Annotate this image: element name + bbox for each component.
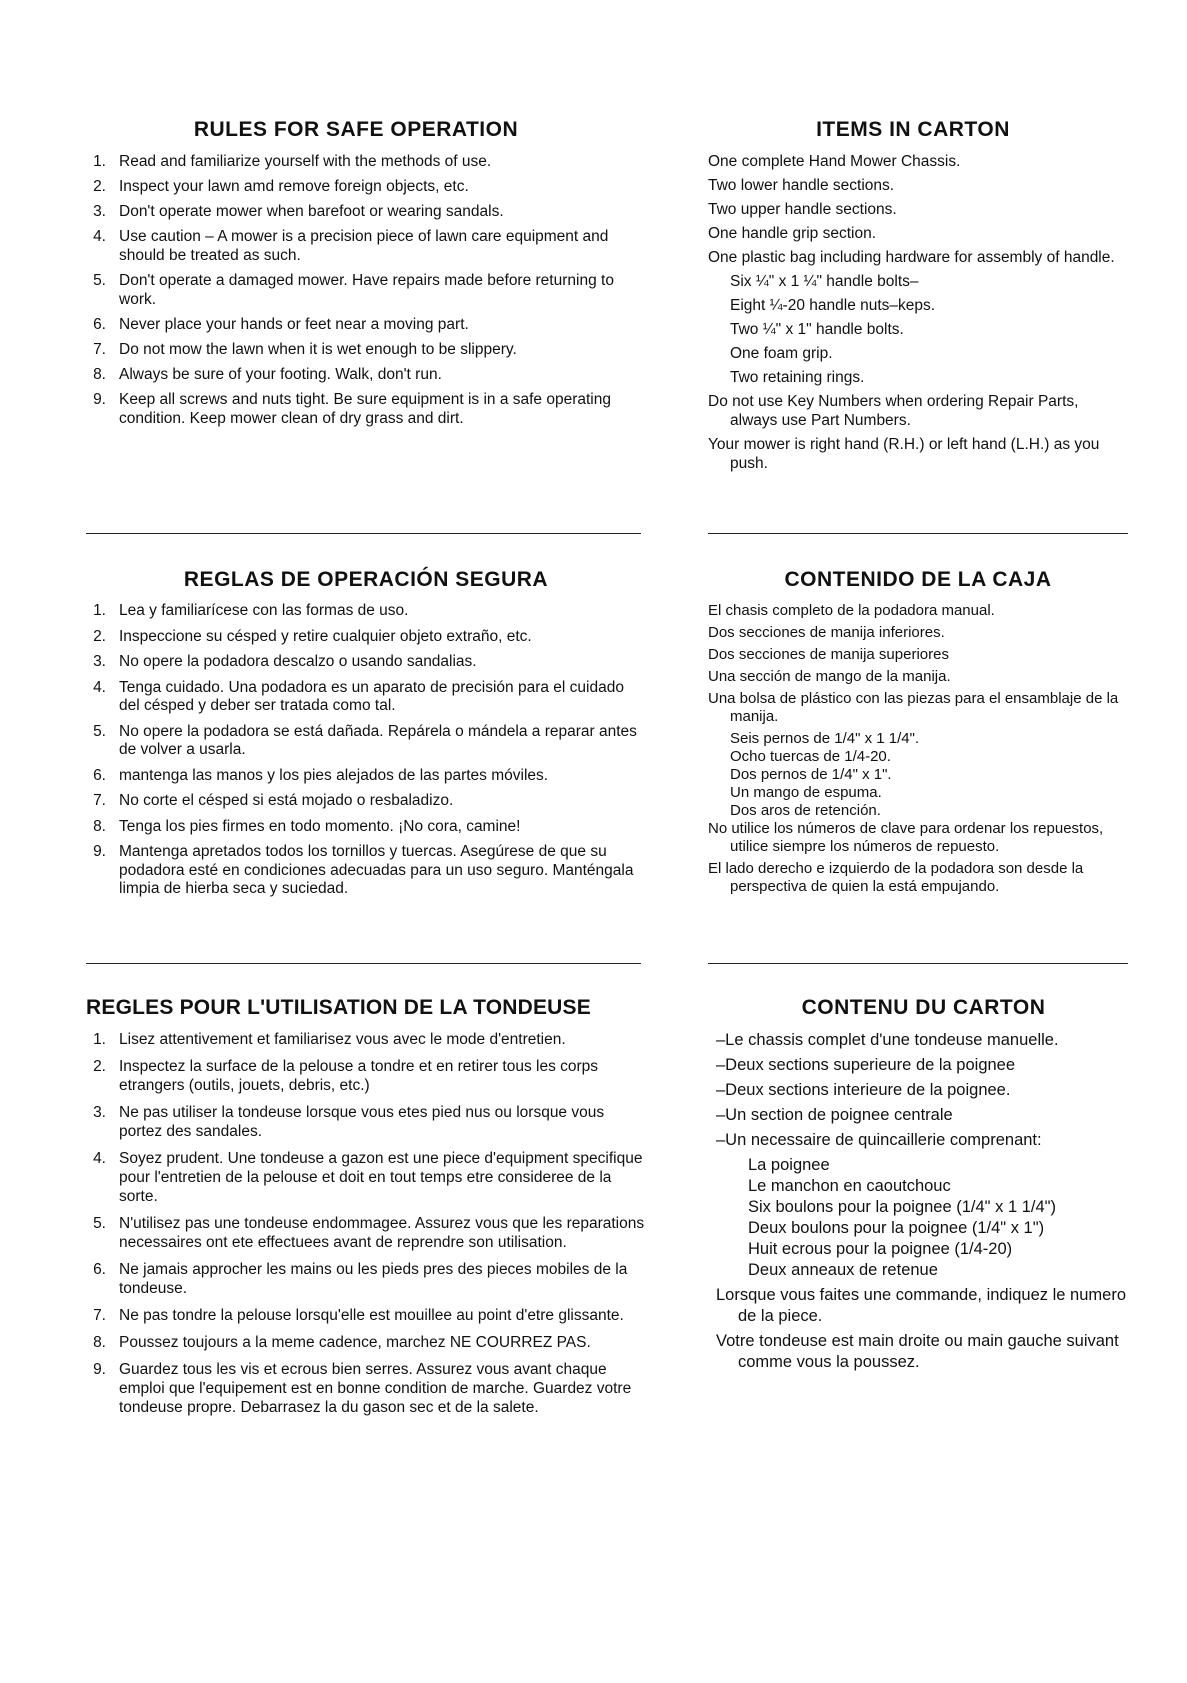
list-item: –Le chassis complet d'une tondeuse manuelle. <box>716 1031 1059 1049</box>
hardware-item: Huit ecrous pour la poignee (1/4-20) <box>748 1240 1013 1258</box>
en-items-section <box>708 118 1118 478</box>
list-item: Two upper handle sections. <box>708 201 897 218</box>
fr-rules-title: REGLES POUR L'UTILISATION DE LA TONDEUSE <box>86 996 591 1019</box>
hardware-item: La poignee <box>748 1156 830 1174</box>
hardware-item: Six boulons pour la poignee (1/4" x 1 1/4") <box>748 1198 1056 1216</box>
list-item: 7. Do not mow the lawn when it is wet enough to be slippery. <box>93 341 517 358</box>
list-item: 4. Use caution – A mower is a precision piece of lawn care equipment and should be treated as such. <box>93 228 609 264</box>
en-rules-list <box>86 152 626 428</box>
list-item: Dos secciones de manija superiores <box>708 646 949 663</box>
list-item: One handle grip section. <box>708 225 877 242</box>
list-item: 2. Inspeccione su césped y retire cualquier objeto extraño, etc. <box>93 627 532 645</box>
list-item: 2. Inspect your lawn amd remove foreign objects, etc. <box>93 178 469 195</box>
es-rules-section <box>86 568 646 906</box>
hardware-item: Eight ¼-20 handle nuts–keps. <box>730 297 936 314</box>
en-rules-title: RULES FOR SAFE OPERATION <box>193 118 519 141</box>
list-item: 8. Poussez toujours a la meme cadence, marchez NE COURREZ PAS. <box>93 1334 591 1351</box>
list-item: El chasis completo de la podadora manual. <box>708 602 995 619</box>
list-item: 8. Always be sure of your footing. Walk, don't run. <box>93 366 442 383</box>
list-item: 5. No opere la podadora se está dañada. Repárela o mándela a reparar antes de volver a usarla. <box>93 722 637 758</box>
hardware-item: Le manchon en caoutchouc <box>748 1177 951 1195</box>
list-item: –Deux sections superieure de la poignee <box>716 1056 1016 1074</box>
list-item: 7. Ne pas tondre la pelouse lorsqu'elle est mouillee au point d'etre glissante. <box>93 1307 624 1324</box>
list-item: 6. mantenga las manos y los pies alejados de las partes móviles. <box>93 766 549 784</box>
note: El lado derecho e izquierdo de la podadora son desde la perspectiva de quien la está empujando. <box>708 860 1084 895</box>
list-item: Una sección de mango de la manija. <box>708 668 951 685</box>
list-item: 4. Soyez prudent. Une tondeuse a gazon est une piece d'equipment specifique pour l'entretien de la pelouse et doit en tout temps etre consideree de la sorte. <box>93 1150 643 1205</box>
note: Do not use Key Numbers when ordering Repair Parts, always use Part Numbers. <box>708 393 1079 429</box>
hardware-item: Two ¼" x 1" handle bolts. <box>730 321 904 338</box>
list-item: Una bolsa de plástico con las piezas para el ensamblaje de la manija. <box>708 690 1119 725</box>
fr-rules-list <box>86 1030 651 1417</box>
fr-rules-section <box>86 996 651 1425</box>
es-items-title: CONTENIDO DE LA CAJA <box>784 568 1052 591</box>
note: Votre tondeuse est main droite ou main gauche suivant comme vous la poussez. <box>716 1332 1119 1371</box>
list-item: 9. Mantenga apretados todos los tornillos y tuercas. Asegúrese de que su podadora esté en condiciones adecuadas para un uso seguro. Manténgala limpia de hierba seca y suciedad. <box>93 843 634 897</box>
list-item: 9. Keep all screws and nuts tight. Be sure equipment is in a safe operating condition. Keep mower clean of dry grass and dirt. <box>93 391 611 427</box>
hardware-item: Dos pernos de 1/4" x 1". <box>730 766 892 783</box>
hardware-item: Two retaining rings. <box>730 369 865 386</box>
list-item: 1. Lea y familiarícese con las formas de uso. <box>93 602 409 619</box>
en-items-title: ITEMS IN CARTON <box>816 118 1010 141</box>
list-item: 6. Never place your hands or feet near a moving part. <box>93 316 469 333</box>
list-item: 7. No corte el césped si está mojado o resbaladizo. <box>93 792 454 809</box>
es-rules-title: REGLAS DE OPERACIÓN SEGURA <box>183 568 549 591</box>
list-item: 1. Lisez attentivement et familiarisez vous avec le mode d'entretien. <box>93 1031 566 1048</box>
hardware-item: Deux anneaux de retenue <box>748 1261 938 1279</box>
hardware-item: Deux boulons pour la poignee (1/4" x 1") <box>748 1219 1045 1237</box>
note: No utilice los números de clave para ordenar los repuestos, utilice siempre los números de repuesto. <box>708 820 1104 855</box>
fr-items-section <box>716 996 1131 1377</box>
note: Your mower is right hand (R.H.) or left hand (L.H.) as you push. <box>708 436 1100 472</box>
list-item: 6. Ne jamais approcher les mains ou les pieds pres des pieces mobiles de la tondeuse. <box>93 1261 628 1297</box>
fr-items-title: CONTENU DU CARTON <box>801 996 1046 1019</box>
hardware-item: Six ¼" x 1 ¼" handle bolts– <box>730 273 919 290</box>
divider <box>86 533 641 534</box>
list-item: Dos secciones de manija inferiores. <box>708 624 945 641</box>
list-item: 3. Don't operate mower when barefoot or wearing sandals. <box>93 203 504 220</box>
divider <box>708 963 1128 964</box>
es-items-section <box>708 568 1128 900</box>
hardware-item: Un mango de espuma. <box>730 784 882 801</box>
en-rules-section <box>86 118 626 434</box>
list-item: 4. Tenga cuidado. Una podadora es un aparato de precisión para el cuidado del césped y deber ser tratada como tal. <box>93 678 624 714</box>
divider <box>86 963 641 964</box>
hardware-item: Dos aros de retención. <box>730 802 881 819</box>
list-item: 3. No opere la podadora descalzo o usando sandalias. <box>93 653 477 670</box>
list-item: –Un section de poignee centrale <box>716 1106 953 1124</box>
list-item: –Un necessaire de quincaillerie comprenant: <box>716 1131 1042 1149</box>
list-item: 9. Guardez tous les vis et ecrous bien serres. Assurez vous avant chaque emploi que l'equipement est en bonne condition de marche. Guardez votre tondeuse propre. Debarrasez la du gason sec et de la salete. <box>93 1361 632 1416</box>
es-rules-list <box>86 602 646 899</box>
note: Lorsque vous faites une commande, indiquez le numero de la piece. <box>716 1286 1126 1325</box>
divider <box>708 533 1128 534</box>
list-item: One complete Hand Mower Chassis. <box>708 153 961 170</box>
list-item: 2. Inspectez la surface de la pelouse a tondre et en retirer tous les corps etrangers (outils, jouets, debris, etc.) <box>93 1058 599 1094</box>
hardware-item: Ocho tuercas de 1/4-20. <box>730 748 891 765</box>
list-item: 5. N'utilisez pas une tondeuse endommagee. Assurez vous que les reparations necessaires ont ete effectuees avant de reprendre son utilisation. <box>93 1215 645 1251</box>
hardware-item: One foam grip. <box>730 345 833 362</box>
list-item: 1. Read and familiarize yourself with the methods of use. <box>93 153 492 170</box>
hardware-item: Seis pernos de 1/4" x 1 1/4". <box>730 730 920 747</box>
list-item: One plastic bag including hardware for assembly of handle. <box>708 249 1115 266</box>
list-item: 3. Ne pas utiliser la tondeuse lorsque vous etes pied nus ou lorsque vous portez des sandales. <box>93 1104 605 1140</box>
list-item: –Deux sections interieure de la poignee. <box>716 1081 1011 1099</box>
list-item: 5. Don't operate a damaged mower. Have repairs made before returning to work. <box>93 272 614 308</box>
list-item: 8. Tenga los pies firmes en todo momento. ¡No cora, camine! <box>93 817 521 835</box>
list-item: Two lower handle sections. <box>708 177 895 194</box>
